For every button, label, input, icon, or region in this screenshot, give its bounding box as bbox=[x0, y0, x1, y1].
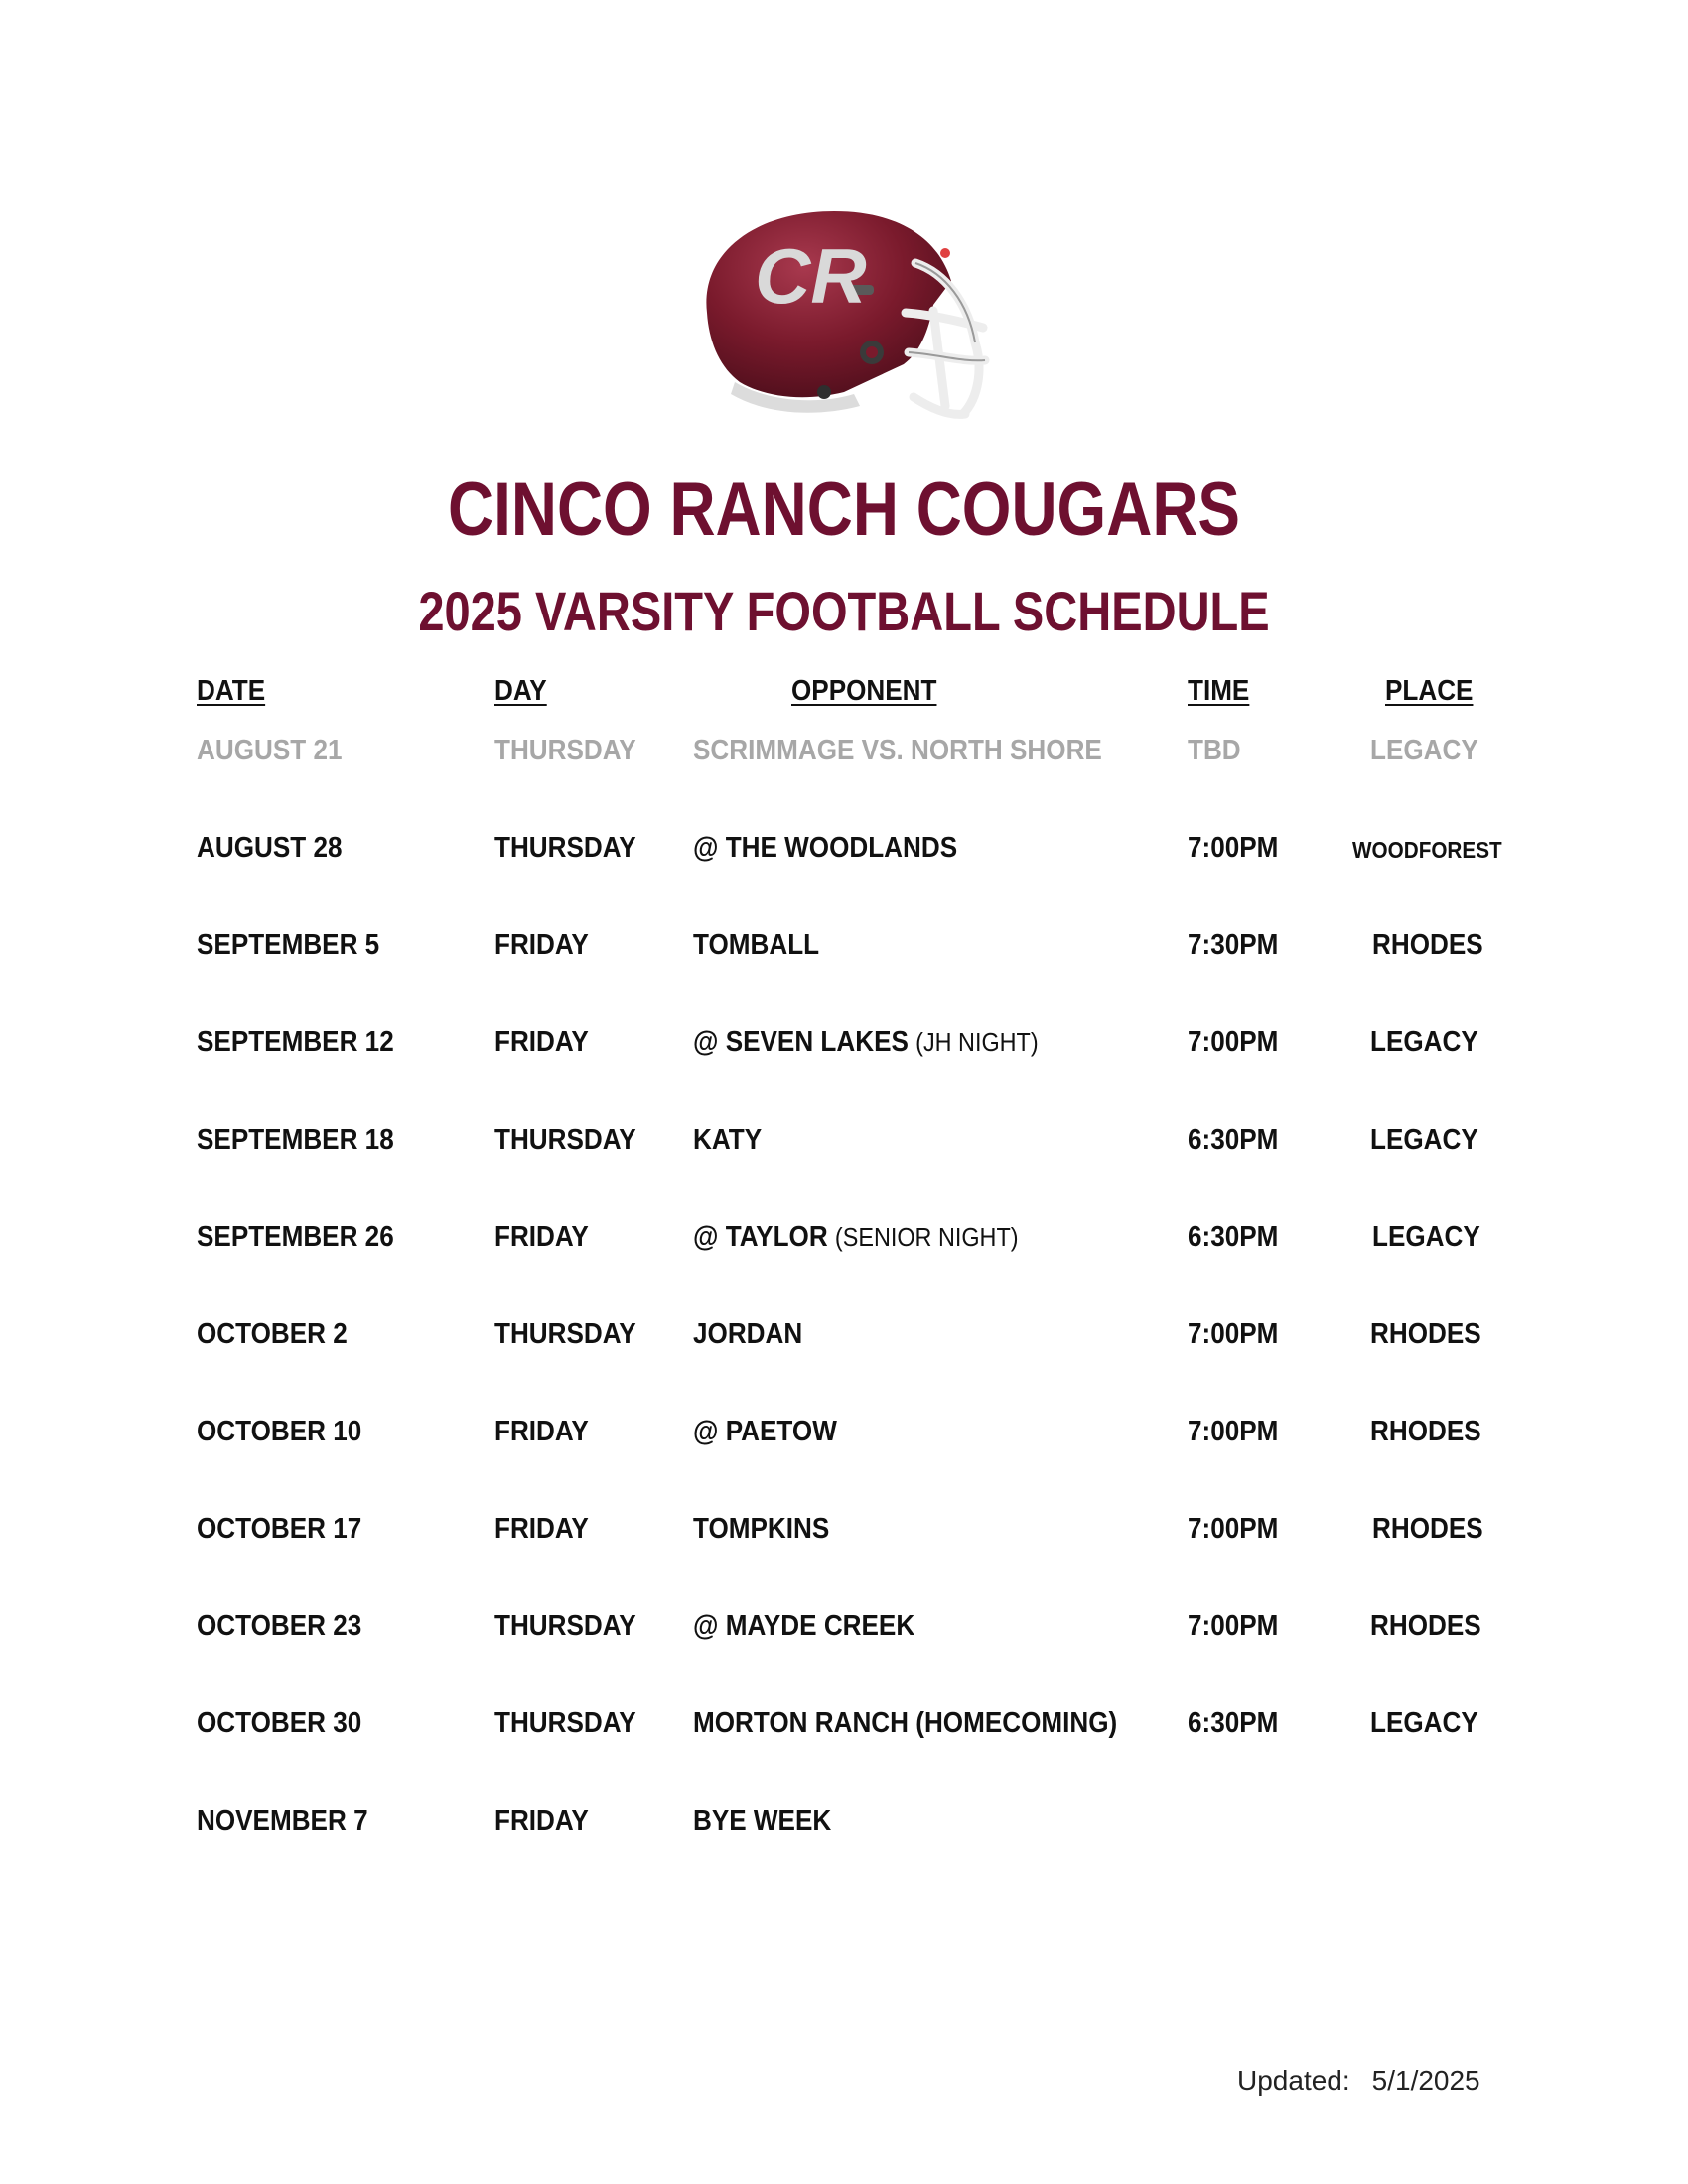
table-cell-date: OCTOBER 30 bbox=[197, 1707, 362, 1739]
table-cell-opponent: @ MAYDE CREEK bbox=[693, 1610, 915, 1642]
table-cell-day: FRIDAY bbox=[494, 1416, 589, 1447]
table-cell-day: FRIDAY bbox=[494, 1026, 589, 1058]
column-header-time: TIME bbox=[1188, 675, 1250, 707]
table-cell-day: FRIDAY bbox=[494, 1805, 589, 1837]
column-header-date: DATE bbox=[197, 675, 266, 707]
table-cell-place: LEGACY bbox=[1370, 735, 1478, 766]
table-cell-time: 6:30PM bbox=[1188, 1124, 1279, 1156]
table-cell-date: SEPTEMBER 12 bbox=[197, 1026, 394, 1058]
table-cell-place: RHODES bbox=[1370, 1318, 1481, 1350]
table-cell-time: 7:00PM bbox=[1188, 1416, 1279, 1447]
table-cell-date: OCTOBER 17 bbox=[197, 1513, 362, 1545]
table-cell-date: OCTOBER 10 bbox=[197, 1416, 362, 1447]
table-cell-opponent: TOMBALL bbox=[693, 929, 820, 961]
table-cell-day: FRIDAY bbox=[494, 1221, 589, 1253]
table-cell-date: AUGUST 21 bbox=[197, 735, 343, 766]
table-cell-place: RHODES bbox=[1370, 1416, 1481, 1447]
column-header-place: PLACE bbox=[1385, 675, 1474, 707]
table-cell-time: TBD bbox=[1188, 735, 1241, 766]
table-cell-time: 7:00PM bbox=[1188, 1513, 1279, 1545]
football-helmet-icon bbox=[685, 194, 1003, 432]
table-cell-time: 7:00PM bbox=[1188, 1610, 1279, 1642]
table-cell-day: THURSDAY bbox=[494, 735, 636, 766]
opponent-name: @ TAYLOR bbox=[693, 1221, 828, 1253]
table-cell-opponent: JORDAN bbox=[693, 1318, 803, 1350]
table-cell-day: THURSDAY bbox=[494, 1610, 636, 1642]
page-title: CINCO RANCH COUGARS bbox=[448, 468, 1240, 552]
table-cell-time: 6:30PM bbox=[1188, 1707, 1279, 1739]
table-cell-day: FRIDAY bbox=[494, 929, 589, 961]
game-note: (SENIOR NIGHT) bbox=[834, 1222, 1019, 1252]
table-cell-time: 7:00PM bbox=[1188, 1026, 1279, 1058]
table-cell-day: THURSDAY bbox=[494, 832, 636, 864]
opponent-name: @ SEVEN LAKES bbox=[693, 1026, 909, 1058]
table-cell-day: THURSDAY bbox=[494, 1124, 636, 1156]
table-cell-opponent: MORTON RANCH (HOMECOMING) bbox=[693, 1707, 1118, 1739]
table-cell-place: RHODES bbox=[1370, 1610, 1481, 1642]
table-cell-opponent: @ PAETOW bbox=[693, 1416, 837, 1447]
table-cell-date: SEPTEMBER 18 bbox=[197, 1124, 394, 1156]
table-cell-date: NOVEMBER 7 bbox=[197, 1805, 368, 1837]
updated-label: Updated: bbox=[1237, 2065, 1350, 2096]
column-header-day: DAY bbox=[494, 675, 547, 707]
table-cell-time: 6:30PM bbox=[1188, 1221, 1279, 1253]
table-cell-place: RHODES bbox=[1372, 1513, 1483, 1545]
page-subtitle: 2025 VARSITY FOOTBALL SCHEDULE bbox=[418, 580, 1270, 642]
game-note: (JH NIGHT) bbox=[915, 1027, 1039, 1057]
table-cell-date: SEPTEMBER 26 bbox=[197, 1221, 394, 1253]
table-cell-place: LEGACY bbox=[1372, 1221, 1480, 1253]
table-cell-day: FRIDAY bbox=[494, 1513, 589, 1545]
table-cell-opponent: BYE WEEK bbox=[693, 1805, 832, 1837]
table-cell-place: LEGACY bbox=[1370, 1026, 1478, 1058]
table-cell-time: 7:00PM bbox=[1188, 1318, 1279, 1350]
table-cell-date: OCTOBER 23 bbox=[197, 1610, 362, 1642]
table-cell-opponent: SCRIMMAGE VS. NORTH SHORE bbox=[693, 735, 1102, 766]
table-cell-time: 7:00PM bbox=[1188, 832, 1279, 864]
table-cell-time: 7:30PM bbox=[1188, 929, 1279, 961]
table-cell-place: RHODES bbox=[1372, 929, 1483, 961]
column-header-opponent: OPPONENT bbox=[791, 675, 937, 707]
table-cell-date: SEPTEMBER 5 bbox=[197, 929, 380, 961]
table-cell-date: AUGUST 28 bbox=[197, 832, 343, 864]
svg-text:CR: CR bbox=[755, 232, 867, 320]
updated-date: 5/1/2025 bbox=[1371, 2065, 1480, 2096]
table-cell-opponent bbox=[693, 1219, 1019, 1255]
table-cell-date: OCTOBER 2 bbox=[197, 1318, 348, 1350]
table-cell-opponent bbox=[693, 1024, 1039, 1060]
table-cell-opponent: KATY bbox=[693, 1124, 763, 1156]
table-cell-opponent: TOMPKINS bbox=[693, 1513, 830, 1545]
table-cell-day: THURSDAY bbox=[494, 1707, 636, 1739]
table-cell-day: THURSDAY bbox=[494, 1318, 636, 1350]
table-cell-opponent: @ THE WOODLANDS bbox=[693, 832, 958, 864]
table-cell-place: LEGACY bbox=[1370, 1124, 1478, 1156]
table-cell-place: LEGACY bbox=[1370, 1707, 1478, 1739]
table-cell-place: WOODFOREST bbox=[1352, 837, 1502, 863]
updated-stamp bbox=[1237, 2065, 1480, 2097]
